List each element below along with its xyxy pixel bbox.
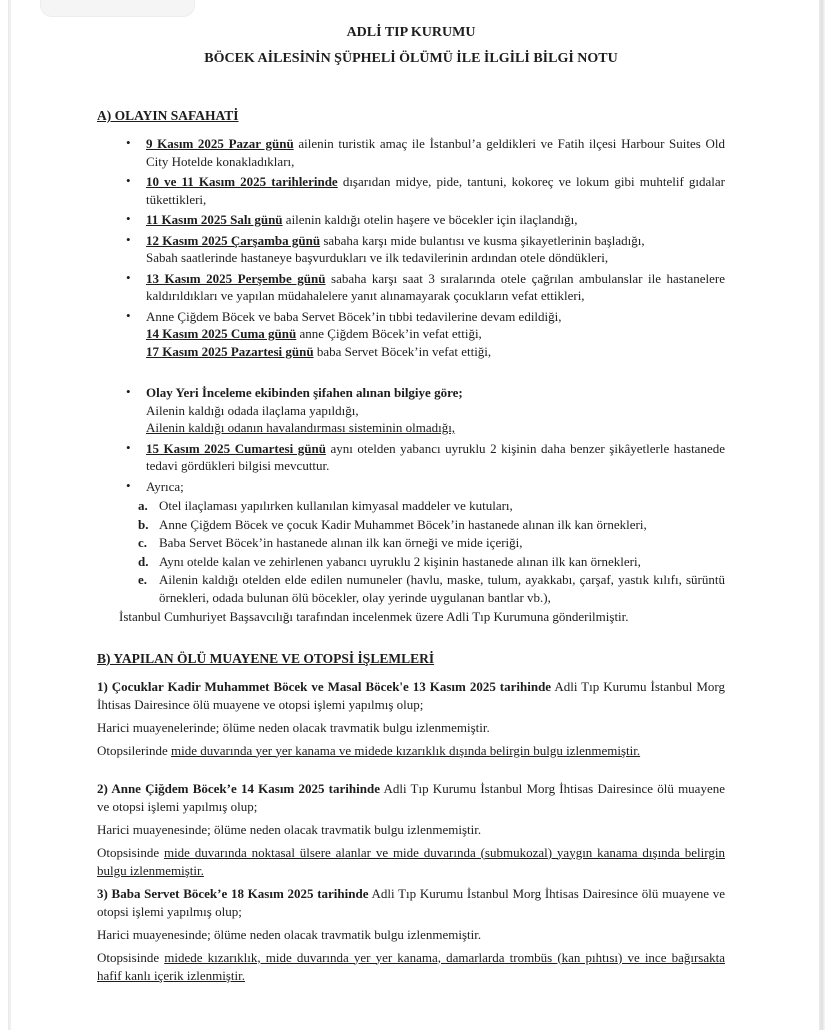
bullet-text: Anne Çiğdem Böcek ve baba Servet Böcek’in tıbbi tedavilerine devam edildiği, 14 Kasım 2025 Cuma günü anne Çiğdem Böcek’in vefat ettiği, 17 Kasım 2025 Pazartesi günü baba Servet Böcek’in vefat ettiği,: [146, 308, 562, 359]
bullet-text: Ayrıca;: [146, 478, 184, 494]
bullet-text: 15 Kasım 2025 Cumartesi günü aynı otelden yabancı uyruklu 2 kişinin daha benzer şikâyetlerle hastanede tedavi gördükleri bilgisi mevcuttur.: [146, 440, 725, 473]
sub-item-text: Otel ilaçlaması yapılırken kullanılan kimyasal maddeler ve kutuları,: [159, 498, 513, 513]
sub-item-letter: a.: [138, 498, 148, 513]
autopsy-entry-father: [97, 885, 725, 985]
bullet-marker: •: [126, 269, 131, 285]
entry-intro: 3) Baba Servet Böcek’e 18 Kasım 2025 tarihinde Adli Tıp Kurumu İstanbul Morg İhtisas Dairesince ölü muayene ve otopsi işlemi yapılmış olup;: [97, 885, 725, 919]
entry-autopsy-finding: Otopsisinde mide duvarında noktasal ülsere alanlar ve mide duvarında (submukozal) yaygın kanama dışında belirgin bulgu izlenmemiştir.: [97, 844, 725, 878]
sub-item-e: [97, 571, 725, 606]
bullet-marker: •: [126, 173, 131, 188]
section-a-sub-list: [97, 497, 725, 606]
bullet-item-anne-baba-vefat: [97, 308, 725, 361]
bullet-marker: •: [126, 231, 131, 247]
entry-intro: 1) Çocuklar Kadir Muhammet Böcek ve Masal Böcek'e 13 Kasım 2025 tarihinde Adli Tıp Kurumu İstanbul Morg İhtisas Dairesince ölü muayene ve otopsi işlemi yapılmış olup;: [97, 678, 725, 712]
bullet-text: 12 Kasım 2025 Çarşamba günü sabaha karşı mide bulantısı ve kusma şikayetlerinin başladığı, Sabah saatlerinde hastaneye başvurdukları ve ilk tedavilerinin ardından otele döndükleri,: [146, 232, 645, 265]
bullet-item-olay-yeri-inceleme: [97, 384, 725, 437]
bullet-text: Olay Yeri İnceleme ekibinden şifahen alınan bilgiye göre; Ailenin kaldığı odada ilaçlama yapıldığı, Ailenin kaldığı odanın havalandırması sisteminin olmadığı,: [146, 385, 463, 435]
section-b-heading: B) YAPILAN ÖLÜ MUAYENE VE OTOPSİ İŞLEMLERİ: [97, 650, 435, 666]
sub-item-letter: e.: [138, 572, 148, 587]
sub-item-a: [97, 497, 725, 515]
sub-item-b: [97, 516, 725, 534]
bullet-item-15-kasim: [97, 440, 725, 475]
bullet-marker: •: [126, 439, 131, 455]
section-a-closing-line: İstanbul Cumhuriyet Başsavcılığı tarafından incelenmek üzere Adli Tıp Kurumuna gönderilmiştir.: [119, 609, 629, 624]
document-content: [97, 0, 725, 990]
page-edge-right: [819, 0, 825, 1030]
document-title-line2: BÖCEK AİLESİNİN ŞÜPHELİ ÖLÜMÜ İLE İLGİLİ BİLGİ NOTU: [204, 51, 618, 66]
entry-external-exam: Harici muayenelerinde; ölüme neden olacak travmatik bulgu izlenmemiştir.: [97, 719, 490, 735]
sub-item-c: [97, 534, 725, 552]
sub-item-letter: c.: [138, 535, 148, 550]
sub-item-text: Anne Çiğdem Böcek ve çocuk Kadir Muhammet Böcek’in hastanede alınan ilk kan örnekleri,: [159, 516, 647, 532]
entry-autopsy-finding: Otopsilerinde mide duvarında yer yer kanama ve midede kızarıklık dışında belirgin bulgu izlenmemiştir.: [97, 742, 641, 758]
bullet-item-9-kasim: [97, 135, 725, 170]
entry-external-exam: Harici muayenesinde; ölüme neden olacak travmatik bulgu izlenmemiştir.: [97, 926, 482, 942]
bullet-item-ayrica: [97, 478, 725, 496]
sub-item-text: Baba Servet Böcek’in hastanede alınan ilk kan örneği ve mide içeriği,: [159, 535, 523, 550]
bullet-text: 11 Kasım 2025 Salı günü ailenin kaldığı otelin haşere ve böcekler için ilaçlandığı,: [146, 212, 578, 227]
bullet-text: 13 Kasım 2025 Perşembe günü sabaha karşı saat 3 sıralarında otele çağrılan ambulanslar ile hastanelere kaldırıldıkları ve yapılan müdahalelere yanıt alınamayarak çocukların vefat ettikleri,: [146, 270, 725, 303]
page-edge-left: [8, 0, 11, 1030]
sub-item-letter: d.: [138, 553, 149, 569]
bullet-item-12-kasim: [97, 232, 725, 267]
bullet-item-10-11-kasim: [97, 173, 725, 208]
bullet-item-13-kasim: [97, 270, 725, 305]
entry-intro: 2) Anne Çiğdem Böcek’e 14 Kasım 2025 tarihinde Adli Tıp Kurumu İstanbul Morg İhtisas Dairesince ölü muayene ve otopsi işlemi yapılmış olup;: [97, 780, 725, 814]
bullet-marker: •: [126, 307, 131, 323]
autopsy-entry-mother: [97, 780, 725, 880]
sub-item-text: Ailenin kaldığı otelden elde edilen numuneler (havlu, maske, tulum, ayakkabı, çarşaf, yastık kılıfı, sürüntü örnekleri, odada bulunan ölü böcekler, olay yerinde uygulanan bantlar vb.),: [159, 572, 725, 605]
sub-item-d: [97, 553, 725, 571]
bullet-text: 9 Kasım 2025 Pazar günü ailenin turistik amaç ile İstanbul’a geldikleri ve Fatih ilçesi Harbour Suites Old City Hotelde konakladıkları,: [146, 136, 725, 169]
section-a-heading: A) OLAYIN SAFAHATİ: [97, 108, 239, 123]
sub-item-text: Aynı otelde kalan ve zehirlenen yabancı uyruklu 2 kişinin hastanede alınan ilk kan örnekleri,: [159, 553, 641, 569]
entry-autopsy-finding: Otopsisinde midede kızarıklık, mide duvarında yer yer kanama, damarlarda trombüs (kan pıhtısı) ve ince bağırsakta hafif kanlı içerik izlenmiştir.: [97, 949, 725, 983]
bullet-marker: •: [126, 135, 131, 150]
autopsy-entry-children: [97, 678, 725, 760]
document-title-line1: ADLİ TIP KURUMU: [346, 25, 476, 40]
entry-external-exam: Harici muayenesinde; ölüme neden olacak travmatik bulgu izlenmemiştir.: [97, 821, 482, 837]
bullet-item-11-kasim: [97, 211, 725, 229]
sub-item-letter: b.: [138, 516, 149, 532]
bullet-marker: •: [126, 384, 131, 399]
bullet-marker: •: [126, 477, 131, 493]
bullet-text: 10 ve 11 Kasım 2025 tarihlerinde dışarıdan midye, pide, tantuni, kokoreç ve lokum gibi muhtelif gıdalar tükettikleri,: [146, 174, 725, 207]
section-a-bullet-list: [97, 135, 725, 495]
bullet-marker: •: [126, 211, 131, 226]
